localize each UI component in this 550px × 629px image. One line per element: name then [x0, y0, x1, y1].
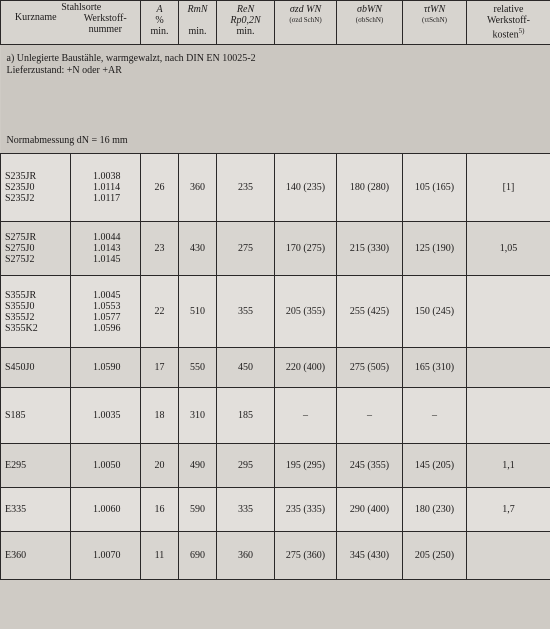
- cell-re: 295: [217, 444, 275, 488]
- cell-werkstoffnummer: [71, 276, 141, 348]
- material-number: 1.0596: [93, 322, 121, 334]
- cell-kurzname: [1, 276, 71, 348]
- table-row: [1, 388, 550, 444]
- cell-kurzname: [1, 222, 71, 276]
- header-b: [337, 1, 403, 45]
- material-number: 1.0590: [93, 362, 121, 373]
- header-rp-symbol: Rp0,2N: [230, 15, 261, 26]
- table-header: [1, 1, 550, 45]
- cell-b: –: [337, 388, 403, 444]
- material-number: 1.0117: [93, 193, 121, 204]
- cell-b: 290 (400): [337, 488, 403, 532]
- header-zd-symbol: σzd WN: [289, 4, 322, 15]
- header-re-min: min.: [236, 26, 255, 37]
- cell-a: 23: [141, 222, 179, 276]
- section-delivery: Lieferzustand: +N oder +AR: [6, 65, 122, 76]
- header-zd: [275, 1, 337, 45]
- material-number: 1.0050: [93, 460, 121, 471]
- material-number: 1.0143: [93, 243, 121, 254]
- cell-a: 22: [141, 276, 179, 348]
- header-cost-3: kosten: [492, 29, 519, 41]
- cell-zd: 205 (355): [275, 276, 337, 348]
- cell-rm: 590: [179, 488, 217, 532]
- cell-rm: 310: [179, 388, 217, 444]
- cell-a: 17: [141, 348, 179, 388]
- grade-name: S275JR: [5, 232, 37, 243]
- header-kurzname: Kurzname: [14, 12, 57, 23]
- cell-rm: 430: [179, 222, 217, 276]
- cell-werkstoffnummer: [71, 532, 141, 580]
- material-number: 1.0145: [93, 254, 121, 265]
- grade-name: S235J0: [5, 182, 35, 193]
- cell-rm: 690: [179, 532, 217, 580]
- table-row: [1, 154, 550, 222]
- header-rm-min: min.: [188, 26, 207, 37]
- table-row: [1, 532, 550, 580]
- material-number: 1.0038: [93, 171, 121, 182]
- cell-re: 335: [217, 488, 275, 532]
- header-a-symbol: A: [156, 4, 163, 15]
- material-number: 1.0035: [93, 410, 121, 421]
- header-a-unit: %: [155, 15, 164, 26]
- header-zd-sub: (σzd SchN): [289, 16, 322, 24]
- header-re-symbol: ReN: [236, 4, 255, 15]
- cell-t: 205 (250): [403, 532, 467, 580]
- cell-t: 125 (190): [403, 222, 467, 276]
- cell-cost: 1,7: [467, 488, 550, 532]
- cell-werkstoffnummer: [71, 348, 141, 388]
- cell-b: 180 (280): [337, 154, 403, 222]
- cell-kurzname: [1, 444, 71, 488]
- grade-name: S355K2: [5, 322, 38, 334]
- cell-b: 215 (330): [337, 222, 403, 276]
- header-rm: [179, 1, 217, 45]
- cell-werkstoffnummer: [71, 388, 141, 444]
- cell-zd: 235 (335): [275, 488, 337, 532]
- header-t-symbol: τtWN: [423, 4, 446, 15]
- cell-a: 18: [141, 388, 179, 444]
- grade-name: S275J0: [5, 243, 35, 254]
- table-body: [1, 154, 550, 580]
- cell-re: 185: [217, 388, 275, 444]
- header-cost-2: Werkstoff-: [487, 15, 530, 26]
- header-cost-sup: 5): [518, 27, 525, 35]
- cell-a: 16: [141, 488, 179, 532]
- material-number: 1.0577: [93, 311, 121, 323]
- cell-cost: [1]: [467, 154, 550, 222]
- table-row: [1, 222, 550, 276]
- section-a: [1, 45, 550, 154]
- material-number: 1.0044: [93, 232, 121, 243]
- cell-werkstoffnummer: [71, 444, 141, 488]
- cell-cost: [467, 388, 550, 444]
- cell-zd: 195 (295): [275, 444, 337, 488]
- cell-t: 145 (205): [403, 444, 467, 488]
- cell-re: 450: [217, 348, 275, 388]
- header-rm-symbol: RmN: [187, 4, 208, 15]
- cell-kurzname: [1, 488, 71, 532]
- cell-b: 245 (355): [337, 444, 403, 488]
- header-stahlsorte-title: Stahlsorte: [61, 2, 102, 13]
- header-a-min: min.: [150, 26, 169, 37]
- cell-zd: 220 (400): [275, 348, 337, 388]
- cell-werkstoffnummer: [71, 154, 141, 222]
- cell-a: 20: [141, 444, 179, 488]
- material-number: 1.0045: [93, 289, 121, 301]
- header-cost-1: relative: [493, 4, 524, 15]
- cell-zd: 275 (360): [275, 532, 337, 580]
- material-number: 1.0553: [93, 300, 121, 312]
- cell-re: 235: [217, 154, 275, 222]
- grade-name: S185: [5, 410, 26, 421]
- cell-zd: –: [275, 388, 337, 444]
- header-t: [403, 1, 467, 45]
- cell-t: 165 (310): [403, 348, 467, 388]
- grade-name: S355J2: [5, 311, 35, 323]
- material-number: 1.0060: [93, 504, 121, 515]
- cell-kurzname: [1, 154, 71, 222]
- table-row: [1, 488, 550, 532]
- header-b-symbol: σbWN: [357, 4, 382, 15]
- cell-rm: 510: [179, 276, 217, 348]
- cell-t: –: [403, 388, 467, 444]
- cell-rm: 360: [179, 154, 217, 222]
- grade-name: S355J0: [5, 300, 35, 312]
- cell-cost: [467, 276, 550, 348]
- table-row: [1, 348, 550, 388]
- header-stahlsorte: [1, 1, 141, 45]
- cell-werkstoffnummer: [71, 222, 141, 276]
- cell-werkstoffnummer: [71, 488, 141, 532]
- grade-name: S235J2: [5, 193, 35, 204]
- cell-t: 150 (245): [403, 276, 467, 348]
- grade-name: E360: [5, 550, 27, 561]
- cell-cost: [467, 532, 550, 580]
- cell-cost: 1,05: [467, 222, 550, 276]
- cell-re: 275: [217, 222, 275, 276]
- cell-b: 275 (505): [337, 348, 403, 388]
- table-row: [1, 276, 550, 348]
- cell-t: 105 (165): [403, 154, 467, 222]
- grade-name: S355JR: [5, 289, 37, 301]
- header-b-sub: (σbSchN): [355, 16, 384, 24]
- cell-cost: 1,1: [467, 444, 550, 488]
- header-werkstoff-2: nummer: [88, 24, 122, 35]
- header-t-sub: (τtSchN): [422, 16, 447, 24]
- material-number: 1.0070: [93, 550, 121, 561]
- grade-name: E295: [5, 460, 27, 471]
- section-measure: Normabmessung dN = 16 mm: [6, 135, 128, 146]
- cell-rm: 550: [179, 348, 217, 388]
- table-row: [1, 444, 550, 488]
- header-a: [141, 1, 179, 45]
- cell-re: 360: [217, 532, 275, 580]
- cell-b: 255 (425): [337, 276, 403, 348]
- cell-a: 26: [141, 154, 179, 222]
- header-re: [217, 1, 275, 45]
- cell-a: 11: [141, 532, 179, 580]
- cell-zd: 170 (275): [275, 222, 337, 276]
- material-number: 1.0114: [93, 182, 121, 193]
- header-cost: [467, 1, 550, 45]
- grade-name: E335: [5, 504, 27, 515]
- cell-t: 180 (230): [403, 488, 467, 532]
- grade-name: S275J2: [5, 254, 35, 265]
- cell-kurzname: [1, 348, 71, 388]
- cell-zd: 140 (235): [275, 154, 337, 222]
- section-title: a) Unlegierte Baustähle, warmgewalzt, nach DIN EN 10025-2: [6, 53, 256, 64]
- grade-name: S450J0: [5, 362, 35, 373]
- grade-name: S235JR: [5, 171, 37, 182]
- header-werkstoff-1: Werkstoff-: [83, 13, 127, 24]
- cell-b: 345 (430): [337, 532, 403, 580]
- cell-kurzname: [1, 388, 71, 444]
- cell-re: 355: [217, 276, 275, 348]
- cell-rm: 490: [179, 444, 217, 488]
- cell-cost: [467, 348, 550, 388]
- cell-kurzname: [1, 532, 71, 580]
